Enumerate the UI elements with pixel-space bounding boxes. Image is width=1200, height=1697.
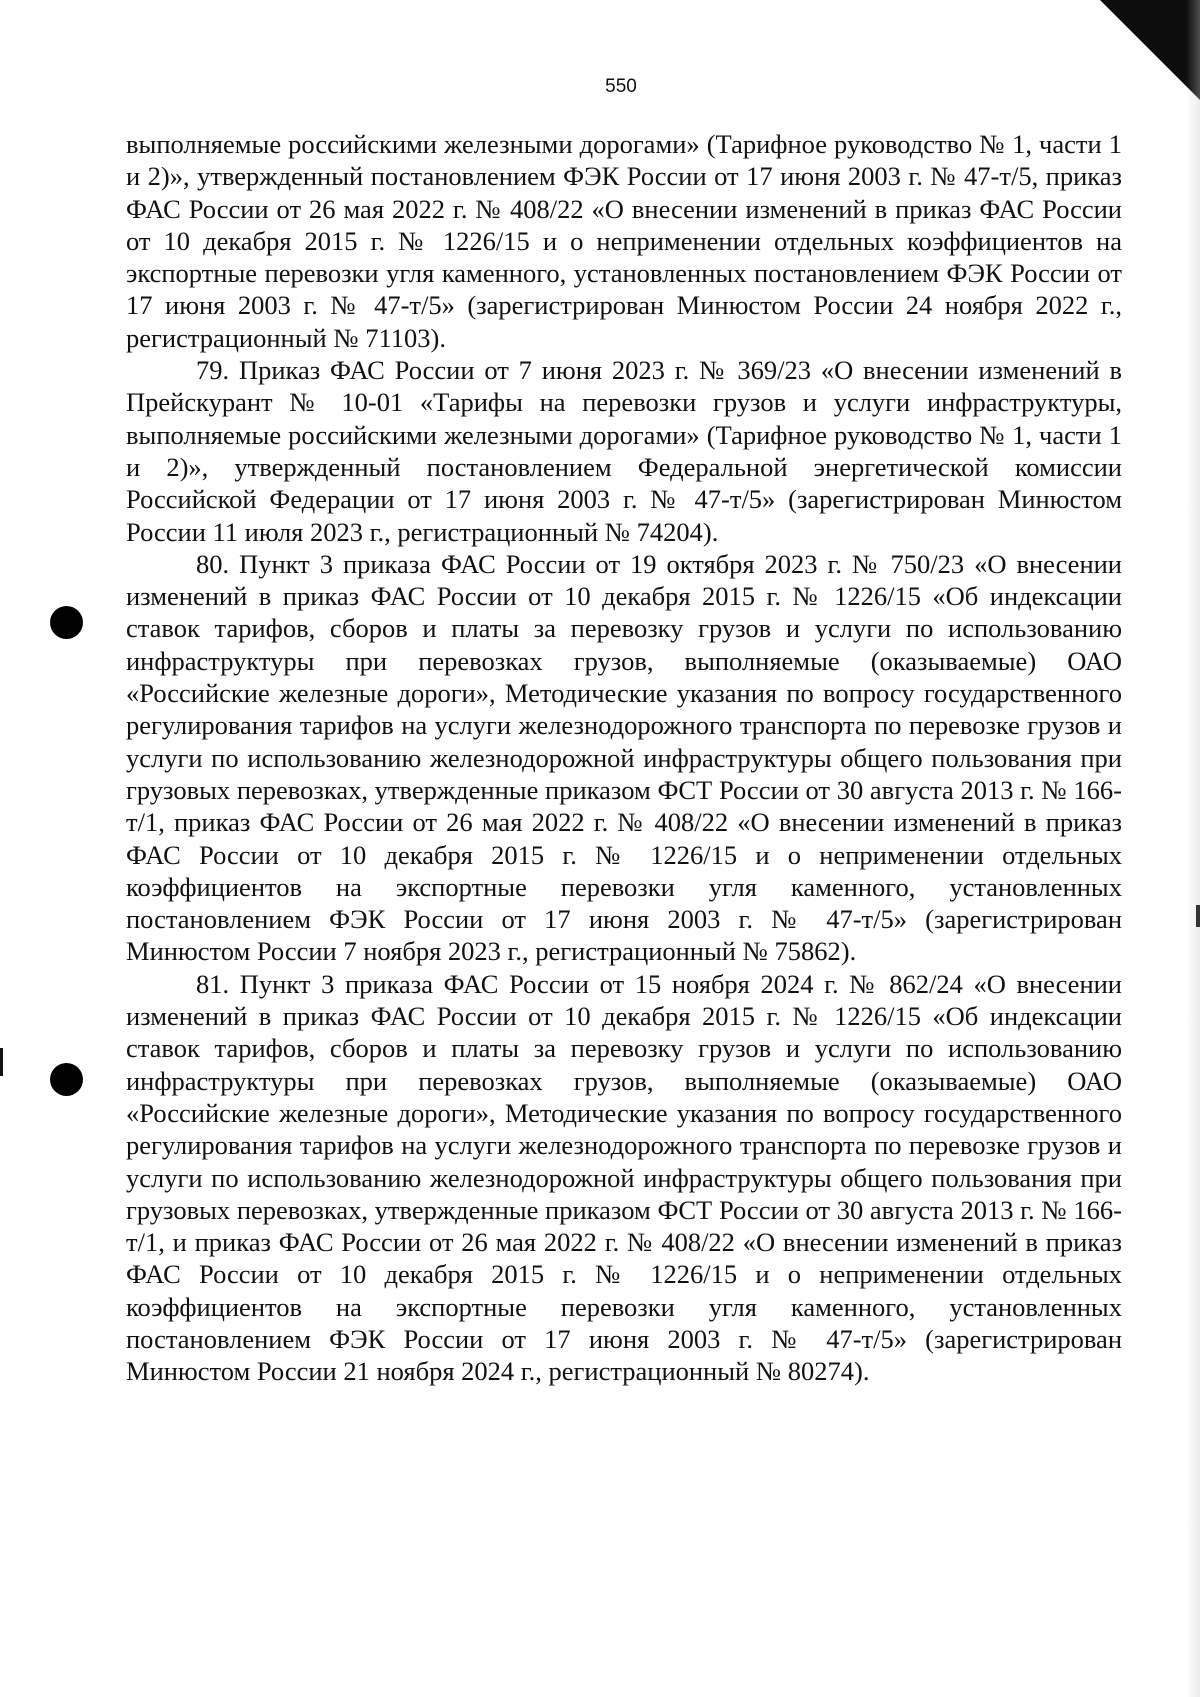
- paragraph-item-81: 81. Пункт 3 приказа ФАС России от 15 ноября 2024 г. № 862/24 «О внесении изменений в приказ ФАС России от 10 декабря 2015 г. № 1226/15 «Об индексации ставок тарифов, сборов и платы за перевозку грузов и услуги по использованию инфраструктуры при перевозках грузов, выполняемые (оказываемые) ОАО «Российские железные дороги», Методические указания по вопросу государственного регулирования тарифов на услуги железнодорожного транспорта по перевозке грузов и услуги по использованию железнодорожной инфраструктуры общего пользования при грузовых перевозках, утвержденные приказом ФСТ России от 30 августа 2013 г. № 166-т/1, и приказ ФАС России от 26 мая 2022 г. № 408/22 «О внесении изменений в приказ ФАС России от 10 декабря 2015 г. № 1226/15 и о неприменении отдельных коэффициентов на экспортные перевозки угля каменного, установленных постановлением ФЭК России от 17 июня 2003 г. № 47-т/5» (зарегистрирован Минюстом России 21 ноября 2024 г., регистрационный № 80274).: [126, 968, 1122, 1387]
- paragraph-item-80: 80. Пункт 3 приказа ФАС России от 19 октября 2023 г. № 750/23 «О внесении изменений в приказ ФАС России от 10 декабря 2015 г. № 1226/15 «Об индексации ставок тарифов, сборов и платы за перевозку грузов и услуги по использованию инфраструктуры при перевозках грузов, выполняемые (оказываемые) ОАО «Российские железные дороги», Методические указания по вопросу государственного регулирования тарифов на услуги железнодорожного транспорта по перевозке грузов и услуги по использованию железнодорожной инфраструктуры общего пользования при грузовых перевозках, утвержденные приказом ФСТ России от 30 августа 2013 г. № 166-т/1, приказ ФАС России от 26 мая 2022 г. № 408/22 «О внесении изменений в приказ ФАС России от 10 декабря 2015 г. № 1226/15 и о неприменении отдельных коэффициентов на экспортные перевозки угля каменного, установленных постановлением ФЭК России от 17 июня 2003 г. № 47-т/5» (зарегистрирован Минюстом России 7 ноября 2023 г., регистрационный № 75862).: [126, 548, 1122, 967]
- scan-mark: [1196, 905, 1200, 927]
- paragraph-continuation: выполняемые российскими железными дорогами» (Тарифное руководство № 1, части 1 и 2)», утвержденный постановлением ФЭК России от 17 июня 2003 г. № 47-т/5, приказ ФАС России от 26 мая 2022 г. № 408/22 «О внесении изменений в приказ ФАС России от 10 декабря 2015 г. № 1226/15 и о неприменении отдельных коэффициентов на экспортные перевозки угля каменного, установленных постановлением ФЭК России от 17 июня 2003 г. № 47-т/5» (зарегистрирован Минюстом России 24 ноября 2022 г., регистрационный № 71103).: [126, 129, 1122, 353]
- page-number: 550: [605, 76, 637, 97]
- document-body: [126, 128, 1122, 1388]
- scan-mark: [0, 1048, 3, 1076]
- punch-hole: [50, 606, 83, 639]
- punch-hole: [50, 1063, 83, 1096]
- paragraph-item-79: 79. Приказ ФАС России от 7 июня 2023 г. № 369/23 «О внесении изменений в Прейскурант № 10-01 «Тарифы на перевозки грузов и услуги инфраструктуры, выполняемые российскими железными дорогами» (Тарифное руководство № 1, части 1 и 2)», утвержденный постановлением Федеральной энергетической комиссии Российской Федерации от 17 июня 2003 г. № 47-т/5» (зарегистрирован Минюстом России 11 июля 2023 г., регистрационный № 74204).: [126, 355, 1122, 547]
- page-edge-shadow: [1186, 0, 1200, 1697]
